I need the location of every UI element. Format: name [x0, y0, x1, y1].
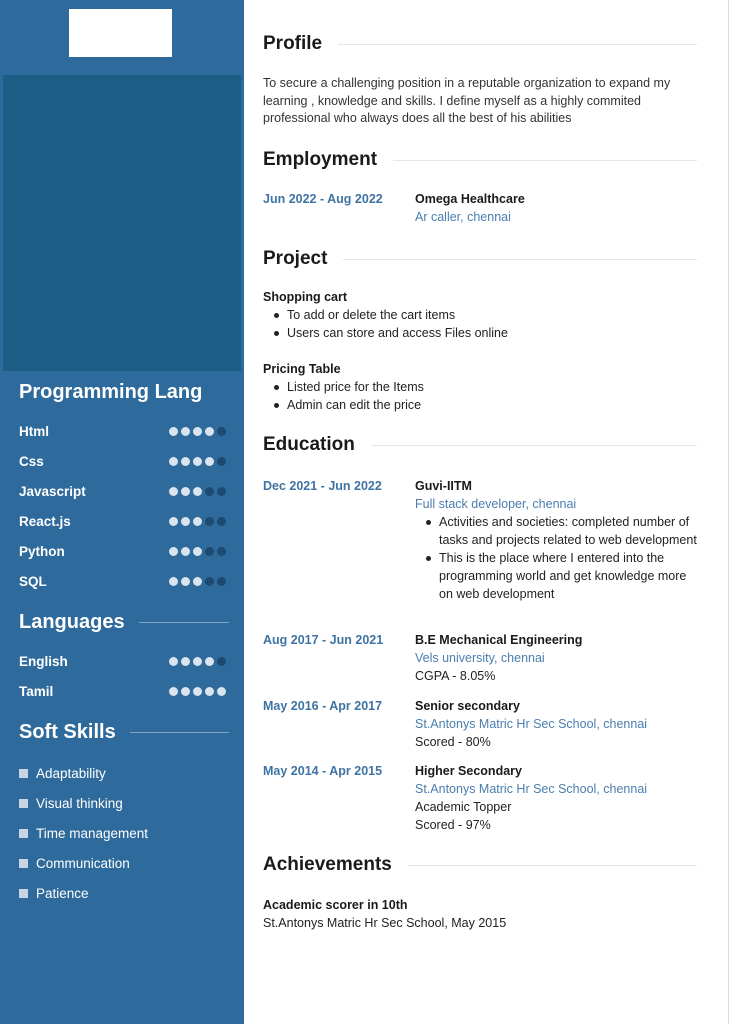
- skill-label: Css: [19, 453, 44, 469]
- achievement-item: [263, 896, 697, 932]
- skill-rating: [169, 487, 226, 496]
- main-content: [244, 0, 728, 1024]
- entry-detail: CGPA - 8.05%: [415, 669, 496, 683]
- list-item: This is the place where I entered into the programming world and get knowledge more on web development: [424, 549, 697, 603]
- soft-skill-label: Visual thinking: [36, 795, 123, 811]
- rating-dot: [181, 517, 190, 526]
- soft-skill-label: Adaptability: [36, 765, 106, 781]
- rating-dot: [217, 427, 226, 436]
- rating-dot: [205, 517, 214, 526]
- list-item: To add or delete the cart items: [272, 306, 697, 324]
- skill-row: [19, 416, 229, 446]
- heading-divider: [371, 445, 697, 446]
- heading-divider: [139, 622, 229, 623]
- skill-row: [19, 676, 229, 706]
- rating-dot: [193, 427, 202, 436]
- project-item: [263, 288, 697, 342]
- list-item: Activities and societies: completed number of tasks and projects related to web development: [424, 513, 697, 549]
- entry-date: Jun 2022 - Aug 2022: [263, 192, 383, 206]
- soft-skills-heading: Soft Skills: [19, 718, 229, 746]
- rating-dot: [205, 457, 214, 466]
- employment-heading: Employment: [263, 147, 697, 173]
- skill-rating: [169, 577, 226, 586]
- rating-dot: [217, 687, 226, 696]
- rating-dot: [181, 457, 190, 466]
- skill-label: Javascript: [19, 483, 86, 499]
- programming-section: [19, 378, 229, 596]
- rating-dot: [205, 547, 214, 556]
- heading-divider: [338, 44, 697, 45]
- rating-dot: [193, 487, 202, 496]
- skill-row: [19, 566, 229, 596]
- skill-rating: [169, 657, 226, 666]
- rating-dot: [205, 577, 214, 586]
- entry-title: B.E Mechanical Engineering: [415, 633, 583, 647]
- skill-label: Html: [19, 423, 49, 439]
- skill-row: [19, 446, 229, 476]
- square-bullet-icon: [19, 829, 28, 838]
- languages-section: [19, 608, 229, 706]
- rating-dot: [181, 577, 190, 586]
- soft-skill-item: [19, 818, 229, 848]
- skill-label: English: [19, 653, 68, 669]
- entry-detail: Academic Topper: [415, 800, 512, 814]
- education-entry: [263, 631, 697, 685]
- entry-subtitle: Ar caller, chennai: [415, 210, 511, 224]
- languages-heading: Languages: [19, 608, 229, 636]
- entry-date: May 2016 - Apr 2017: [263, 699, 383, 713]
- skill-rating: [169, 517, 226, 526]
- soft-skill-item: [19, 848, 229, 878]
- list-item: Admin can edit the price: [272, 396, 697, 414]
- achievement-title: Academic scorer in 10th: [263, 898, 408, 912]
- skill-row: [19, 536, 229, 566]
- rating-dot: [205, 427, 214, 436]
- rating-dot: [193, 657, 202, 666]
- rating-dot: [205, 657, 214, 666]
- soft-skills-section: [19, 718, 229, 908]
- entry-detail: Scored - 80%: [415, 735, 491, 749]
- skill-label: Python: [19, 543, 65, 559]
- skill-row: [19, 646, 229, 676]
- profile-heading: Profile: [263, 31, 697, 57]
- heading-divider: [130, 732, 229, 733]
- employment-entry: [263, 190, 697, 226]
- heading-divider: [408, 865, 697, 866]
- skill-label: Tamil: [19, 683, 54, 699]
- sidebar: [0, 0, 244, 1024]
- rating-dot: [217, 547, 226, 556]
- skill-rating: [169, 547, 226, 556]
- soft-skill-label: Patience: [36, 885, 89, 901]
- project-title: Pricing Table: [263, 362, 341, 376]
- rating-dot: [169, 457, 178, 466]
- entry-title: Higher Secondary: [415, 764, 522, 778]
- rating-dot: [217, 577, 226, 586]
- soft-skill-item: [19, 878, 229, 908]
- entry-subtitle: Vels university, chennai: [415, 651, 545, 665]
- rating-dot: [205, 687, 214, 696]
- entry-date: May 2014 - Apr 2015: [263, 764, 383, 778]
- rating-dot: [169, 517, 178, 526]
- rating-dot: [193, 687, 202, 696]
- profile-photo-placeholder: [3, 75, 241, 371]
- rating-dot: [217, 657, 226, 666]
- skill-rating: [169, 687, 226, 696]
- project-title: Shopping cart: [263, 290, 348, 304]
- education-entry: [263, 477, 697, 603]
- rating-dot: [217, 517, 226, 526]
- square-bullet-icon: [19, 859, 28, 868]
- rating-dot: [217, 487, 226, 496]
- project-item: [263, 360, 697, 414]
- entry-subtitle: St.Antonys Matric Hr Sec School, chennai: [415, 782, 648, 796]
- entry-title: Omega Healthcare: [415, 192, 525, 206]
- entry-title: Senior secondary: [415, 699, 520, 713]
- programming-heading: Programming Lang: [19, 380, 203, 403]
- skill-label: React.js: [19, 513, 71, 529]
- rating-dot: [169, 577, 178, 586]
- project-heading: Project: [263, 246, 697, 272]
- rating-dot: [169, 487, 178, 496]
- rating-dot: [193, 577, 202, 586]
- entry-title: Guvi-IITM: [415, 479, 472, 493]
- rating-dot: [193, 457, 202, 466]
- education-heading: Education: [263, 432, 697, 458]
- skill-label: SQL: [19, 573, 47, 589]
- skill-row: [19, 476, 229, 506]
- education-entry: [263, 762, 697, 834]
- profile-text: To secure a challenging position in a reputable organization to expand my learning , knowledge and skills. I define myself as a highly commited professional who always does all the best of his abilities: [263, 76, 671, 125]
- entry-subtitle: St.Antonys Matric Hr Sec School, chennai: [415, 717, 648, 731]
- achievement-subtitle: St.Antonys Matric Hr Sec School, May 2015: [263, 916, 507, 930]
- list-item: Users can store and access Files online: [272, 324, 697, 342]
- rating-dot: [169, 547, 178, 556]
- rating-dot: [169, 657, 178, 666]
- rating-dot: [193, 547, 202, 556]
- square-bullet-icon: [19, 799, 28, 808]
- square-bullet-icon: [19, 769, 28, 778]
- rating-dot: [193, 517, 202, 526]
- skill-rating: [169, 457, 226, 466]
- achievements-heading: Achievements: [263, 852, 697, 878]
- rating-dot: [205, 487, 214, 496]
- entry-subtitle: Full stack developer, chennai: [415, 497, 577, 511]
- soft-skill-label: Time management: [36, 825, 149, 841]
- entry-date: Dec 2021 - Jun 2022: [263, 479, 382, 493]
- rating-dot: [181, 547, 190, 556]
- soft-skill-item: [19, 788, 229, 818]
- rating-dot: [181, 657, 190, 666]
- soft-skill-item: [19, 758, 229, 788]
- soft-skill-label: Communication: [36, 855, 130, 871]
- education-entry: [263, 697, 697, 751]
- rating-dot: [181, 427, 190, 436]
- rating-dot: [169, 687, 178, 696]
- heading-divider: [343, 259, 697, 260]
- rating-dot: [169, 427, 178, 436]
- heading-divider: [393, 160, 697, 161]
- rating-dot: [181, 687, 190, 696]
- square-bullet-icon: [19, 889, 28, 898]
- rating-dot: [217, 457, 226, 466]
- logo-placeholder: [69, 9, 172, 57]
- skill-row: [19, 506, 229, 536]
- skill-rating: [169, 427, 226, 436]
- entry-date: Aug 2017 - Jun 2021: [263, 633, 384, 647]
- entry-detail: Scored - 97%: [415, 818, 491, 832]
- list-item: Listed price for the Items: [272, 378, 697, 396]
- rating-dot: [181, 487, 190, 496]
